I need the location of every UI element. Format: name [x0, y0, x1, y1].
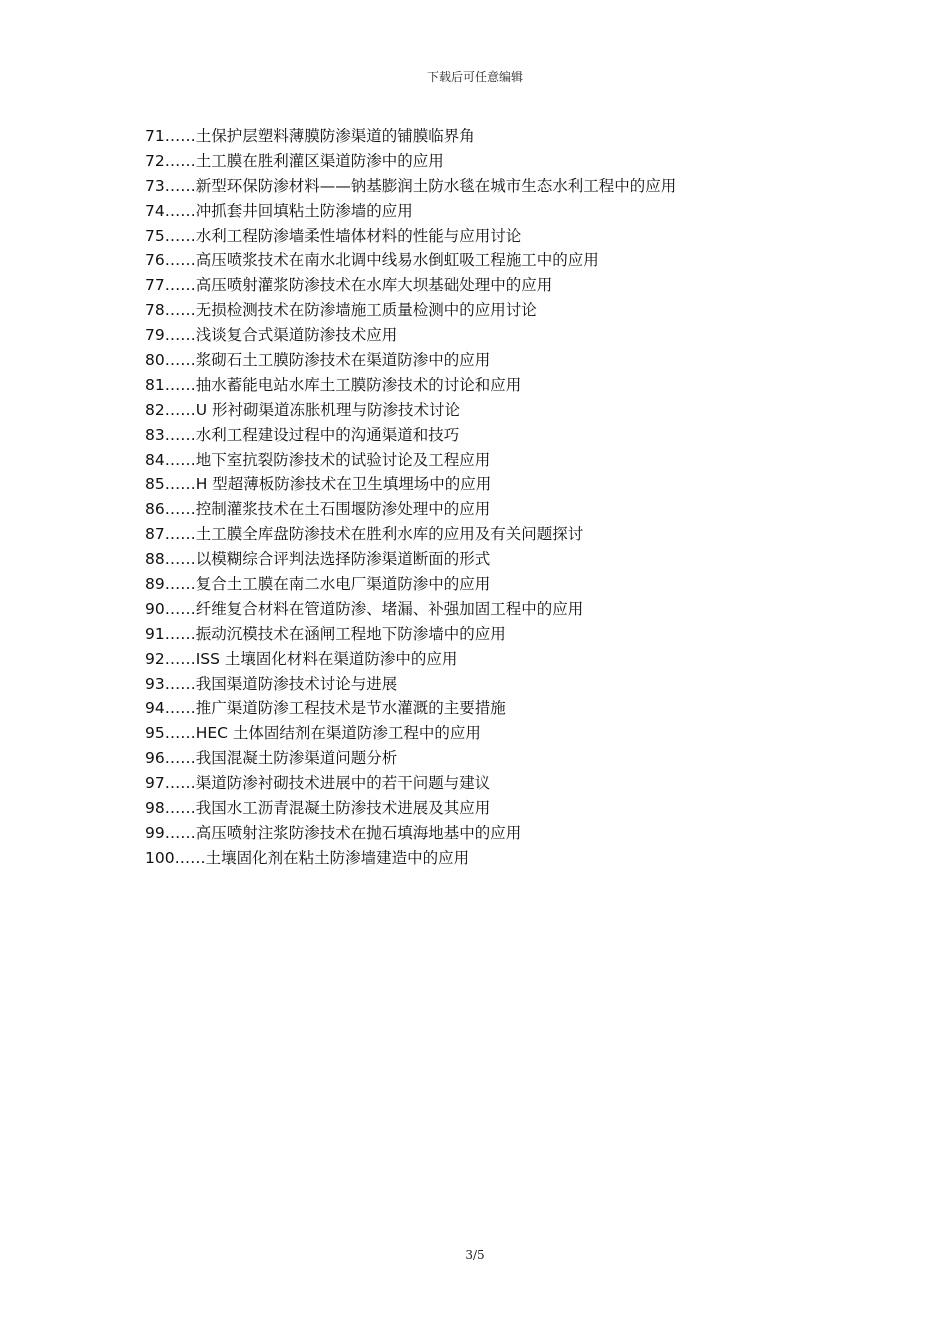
list-item: 79……浅谈复合式渠道防渗技术应用: [145, 326, 398, 345]
list-item: 80……浆砌石土工膜防渗技术在渠道防渗中的应用: [145, 351, 491, 370]
page-number: 3/5: [465, 1248, 485, 1262]
list-item: 90……纤维复合材料在管道防渗、堵漏、补强加固工程中的应用: [145, 599, 584, 618]
list-item: 74……冲抓套井回填粘土防渗墙的应用: [145, 201, 413, 220]
list-item: 100……土壤固化剂在粘土防渗墙建造中的应用: [145, 848, 470, 867]
table-of-contents: [145, 124, 845, 871]
list-item: 83……水利工程建设过程中的沟通渠道和技巧: [145, 425, 460, 444]
list-item: 81……抽水蓄能电站水库土工膜防渗技术的讨论和应用: [145, 375, 522, 394]
list-item: 93……我国渠道防渗技术讨论与进展: [145, 674, 398, 693]
list-item: 78……无损检测技术在防渗墙施工质量检测中的应用讨论: [145, 301, 537, 320]
list-item: 73……新型环保防渗材料——钠基膨润土防水毯在城市生态水利工程中的应用: [145, 176, 677, 195]
list-item: 96……我国混凝土防渗渠道问题分析: [145, 749, 398, 768]
list-item: 77……高压喷射灌浆防渗技术在水库大坝基础处理中的应用: [145, 276, 553, 295]
list-item: 99……高压喷射注浆防渗技术在抛石填海地基中的应用: [145, 823, 522, 842]
list-item: 86……控制灌浆技术在土石围堰防渗处理中的应用: [145, 500, 491, 519]
list-item: 91……振动沉模技术在涵闸工程地下防渗墙中的应用: [145, 624, 506, 643]
list-item: 92……ISS 土壤固化材料在渠道防渗中的应用: [145, 649, 458, 668]
list-item: 98……我国水工沥青混凝土防渗技术进展及其应用: [145, 799, 491, 818]
list-item: 94……推广渠道防渗工程技术是节水灌溉的主要措施: [145, 699, 506, 718]
list-item: 95……HEC 土体固结剂在渠道防渗工程中的应用: [145, 724, 481, 743]
list-item: 88……以模糊综合评判法选择防渗渠道断面的形式: [145, 550, 491, 569]
list-item: 72……土工膜在胜利灌区渠道防渗中的应用: [145, 151, 444, 170]
list-item: 71……土保护层塑料薄膜防渗渠道的铺膜临界角: [145, 127, 475, 145]
list-item: 82……U 形衬砌渠道冻胀机理与防渗技术讨论: [145, 400, 460, 419]
list-item: 97……渠道防渗衬砌技术进展中的若干问题与建议: [145, 774, 491, 793]
list-item: 84……地下室抗裂防渗技术的试验讨论及工程应用: [145, 450, 491, 469]
list-item: 75……水利工程防渗墙柔性墙体材料的性能与应用讨论: [145, 226, 522, 245]
page-header: 下载后可任意编辑: [426, 70, 523, 84]
list-item: 87……土工膜全库盘防渗技术在胜利水库的应用及有关问题探讨: [145, 525, 584, 544]
list-item: 76……高压喷浆技术在南水北调中线易水倒虹吸工程施工中的应用: [145, 251, 599, 270]
list-item: 85……H 型超薄板防渗技术在卫生填埋场中的应用: [145, 475, 492, 494]
list-item: 89……复合土工膜在南二水电厂渠道防渗中的应用: [145, 575, 491, 594]
